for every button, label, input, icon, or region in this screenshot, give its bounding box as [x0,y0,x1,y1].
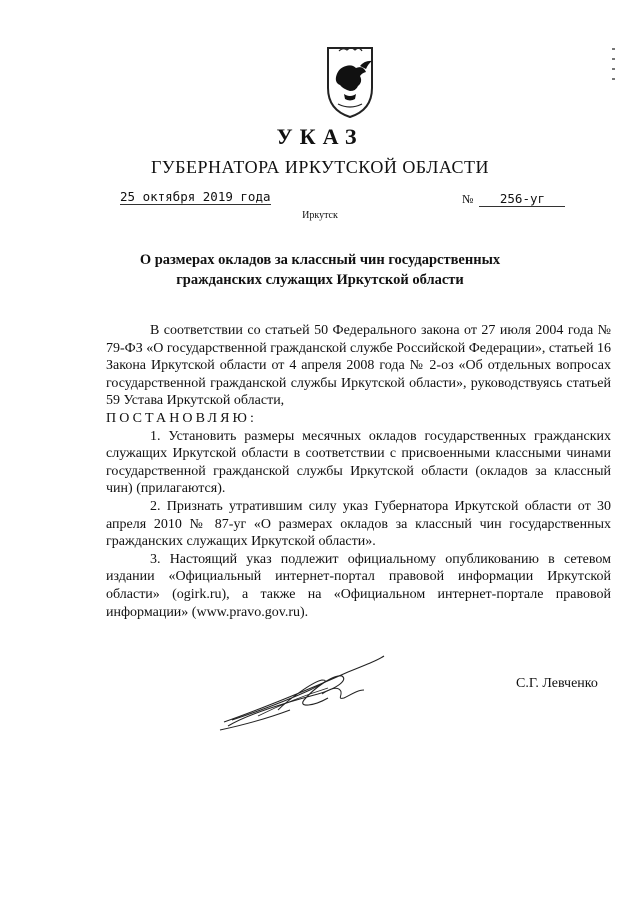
margin-marks [612,48,618,88]
decree-number-label: № [462,192,474,206]
decree-body [106,322,611,621]
signature-icon [218,650,398,740]
decree-number [462,191,565,207]
decree-date-value: 25 октября 2019 года [120,189,271,204]
document-title: УКАЗ [276,124,364,149]
decree-word: ПОСТАНОВЛЯЮ: [106,410,258,426]
signer-name: С.Г. Левченко [516,676,598,691]
document-subtitle: ГУБЕРНАТОРА ИРКУТСКОЙ ОБЛАСТИ [150,157,490,177]
decree-date [120,189,271,204]
decree-item: 3. Настоящий указ подлежит официальному опубликованию в сетевом издании «Официальный интернет-портал правовой информации Иркутской области» (ogirk.ru), а также на «Официальном интернет-портале правовой информации» (www.pravo.gov.ru). [106,551,611,620]
decree-heading: О размерах окладов за классный чин государственных гражданских служащих Иркутской области [139,252,501,288]
coat-of-arms-icon [324,44,376,120]
decree-item: 1. Установить размеры месячных окладов государственных гражданских служащих Иркутской области в соответствии с присвоенными классными чинами государственной гражданской службы Иркутской области (окладов за классный чин) (прилагаются). [106,428,611,497]
decree-item: 2. Признать утратившим силу указ Губернатора Иркутской области от 30 апреля 2010 № 87-уг «О размерах окладов за классный чин государственных гражданских служащих Иркутской области». [106,498,611,550]
decree-number-value: 256-уг [479,191,565,207]
preamble-paragraph: В соответствии со статьей 50 Федерального закона от 27 июля 2004 года № 79-ФЗ «О государственной гражданской службе Российской Федерации», статьей 16 Закона Иркутской области от 4 апреля 2008 года № 2-оз «Об отдельных вопросах государственной гражданской службы Иркутской области», руководствуясь статьей 59 Устава Иркутской области, [106,323,611,409]
decree-city: Иркутск [302,210,338,221]
